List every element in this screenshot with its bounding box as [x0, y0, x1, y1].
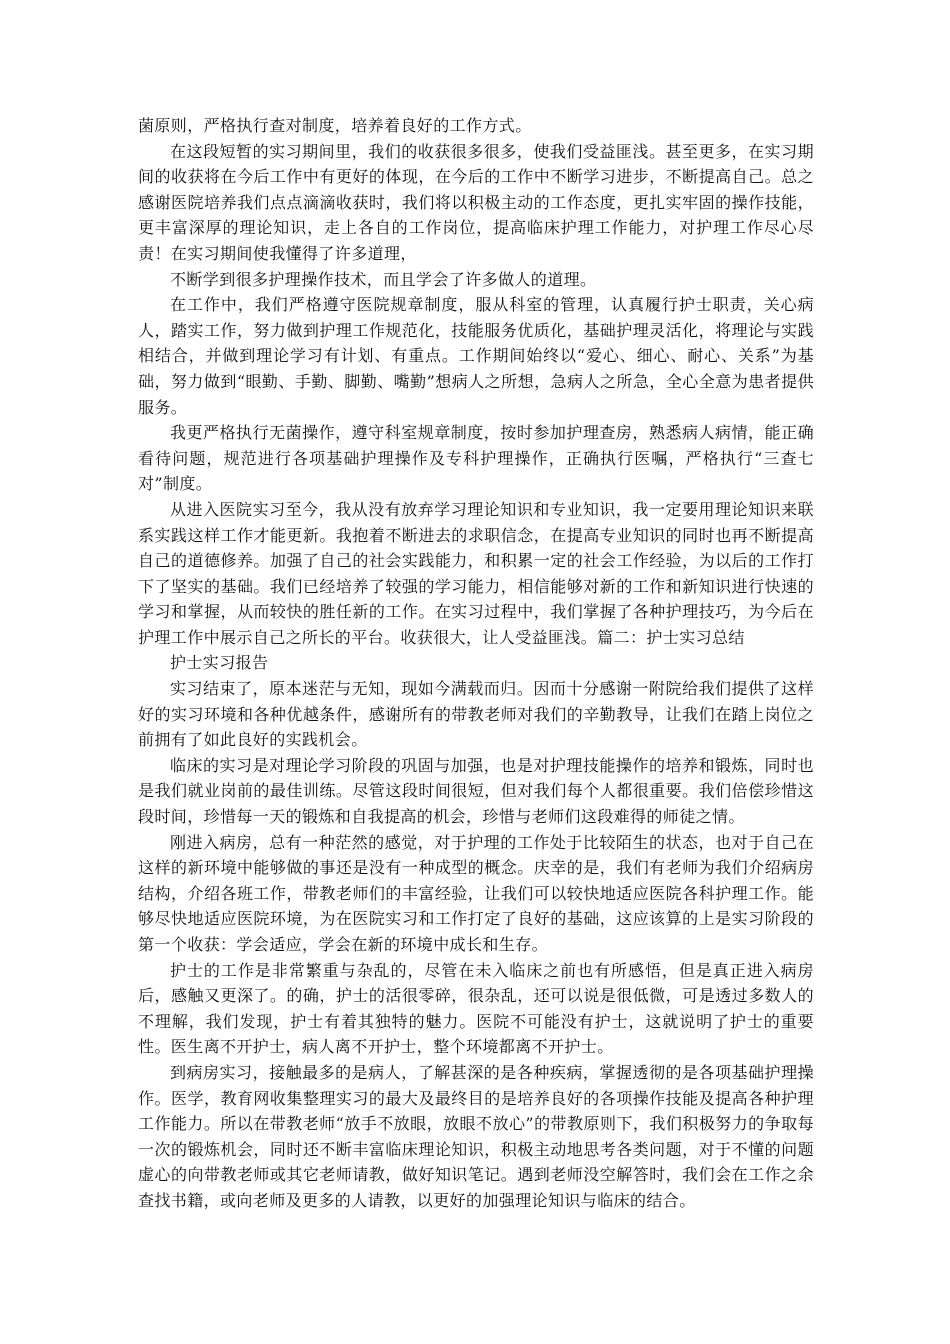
section-heading: 护士实习报告 — [170, 653, 269, 673]
paragraph-11: 护士的工作是非常繁重与杂乱的，尽管在未入临床之前也有所感悟，但是真正进入病房后，感触又更深了。的确，护士的活很零碎，很杂乱，还可以说是很低微，可是透过多数人的不理解，我们发现，护士有着其独特的魅力。医院不可能没有护士，这就说明了护士的重要性。医生离不开护士，病人离不开护士，整个环境都离不开护士。 — [138, 960, 814, 1057]
paragraph-6: 从进入医院实习至今，我从没有放弃学习理论知识和专业知识，我一定要用理论知识来联系实践这样工作才能更新。我抱着不断进去的求职信念，在提高专业知识的同时也再不断提高自己的道德修养。加强了自己的社会实践能力，和积累一定的社会工作经验，为以后的工作打下了坚实的基础。我们已经培养了较强的学习能力，相信能够对新的工作和新知识进行快速的学习和掌握，从而较快的胜任新的工作。在实习过程中，我们掌握了各种护理技巧，为今后在护理工作中展示自己之所长的平台。收获很大，让人受益匪浅。篇二：护士实习总结 — [138, 499, 814, 647]
paragraph-5: 我更严格执行无菌操作，遵守科室规章制度，按时参加护理查房，熟悉病人病情，能正确看待问题，规范进行各项基础护理操作及专科护理操作，正确执行医嘱，严格执行“三查七对”制度。 — [138, 423, 814, 494]
paragraph-3: 不断学到很多护理操作技术，而且学会了许多做人的道理。 — [170, 269, 597, 289]
document-body — [138, 113, 814, 1214]
paragraph-1: 菌原则，严格执行查对制度，培养着良好的工作方式。 — [138, 116, 532, 135]
paragraph-2: 在这段短暂的实习期间里，我们的收获很多很多，使我们受益匪浅。甚至更多，在实习期间的收获将在今后工作中有更好的体现，在今后的工作中不断学习进步，不断提高自己。总之感谢医院培养我们点点滴滴收获时，我们将以积极主动的工作态度，更扎实牢固的操作技能，更丰富深厚的理论知识，走上各自的工作岗位，提高临床护理工作能力，对护理工作尽心尽责！在实习期间使我懂得了许多道理， — [138, 141, 814, 263]
paragraph-12: 到病房实习，接触最多的是病人，了解甚深的是各种疾病，掌握透彻的是各项基础护理操作。医学，教育网收集整理实习的最大及最终目的是培养良好的各项操作技能及提高各种护理工作能力。所以在带教老师“放手不放眼，放眼不放心”的带教原则下，我们积极努力的争取每一次的锻炼机会，同时还不断丰富临床理论知识，积极主动地思考各类问题，对于不懂的问题虚心的向带教老师或其它老师请教，做好知识笔记。遇到老师没空解答时，我们会在工作之余查找书籍，或向老师及更多的人请教，以更好的加强理论知识与临床的结合。 — [138, 1062, 814, 1210]
paragraph-9: 临床的实习是对理论学习阶段的巩固与加强，也是对护理技能操作的培养和锻炼，同时也是我们就业岗前的最佳训练。尽管这段时间很短，但对我们每个人都很重要。我们倍偿珍惜这段时间，珍惜每一天的锻炼和自我提高的机会，珍惜与老师们这段难得的师徒之情。 — [138, 755, 814, 827]
paragraph-10: 刚进入病房，总有一种茫然的感觉，对于护理的工作处于比较陌生的状态，也对于自己在这样的新环境中能够做的事还是没有一种成型的概念。庆幸的是，我们有老师为我们介绍病房结构，介绍各班工作，带教老师们的丰富经验，让我们可以较快地适应医院各科护理工作。能够尽快地适应医院环境，为在医院实习和工作打定了良好的基础，这应该算的上是实习阶段的第一个收获：学会适应，学会在新的环境中成长和生存。 — [138, 832, 814, 954]
paragraph-8: 实习结束了，原本迷茫与无知，现如今满载而归。因而十分感谢一附院给我们提供了这样好的实习环境和各种优越条件，感谢所有的带教老师对我们的辛勤教导，让我们在踏上岗位之前拥有了如此良好的实践机会。 — [138, 679, 814, 750]
paragraph-4: 在工作中，我们严格遵守医院规章制度，服从科室的管理，认真履行护士职责，关心病人，踏实工作，努力做到护理工作规范化，技能服务优质化，基础护理灵活化，将理论与实践相结合，并做到理论学习有计划、有重点。工作期间始终以“爱心、细心、耐心、关系”为基础，努力做到“眼勤、手勤、脚勤、嘴勤”想病人之所想，急病人之所急，全心全意为患者提供服务。 — [138, 295, 814, 417]
